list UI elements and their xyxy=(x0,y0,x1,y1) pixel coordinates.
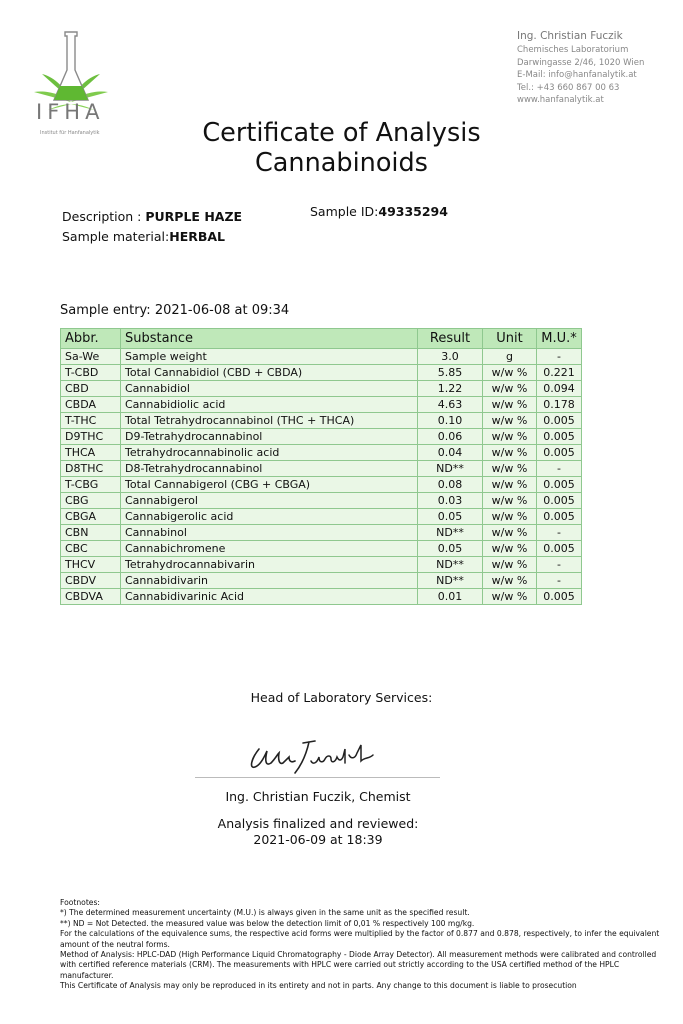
cell-unit: w/w % xyxy=(483,445,537,461)
cell-abbr: T-CBG xyxy=(61,477,121,493)
cell-substance: Tetrahydrocannabinolic acid xyxy=(121,445,418,461)
finalized-date: 2021-06-09 at 18:39 xyxy=(253,832,383,847)
header-unit: Unit xyxy=(483,329,537,349)
sample-id-label: Sample ID: xyxy=(310,204,379,219)
cell-mu: 0.005 xyxy=(537,509,582,525)
cell-mu: - xyxy=(537,525,582,541)
table-row xyxy=(61,349,582,365)
header-result: Result xyxy=(418,329,483,349)
cell-result: 0.03 xyxy=(418,493,483,509)
cell-mu: 0.094 xyxy=(537,381,582,397)
cell-mu: 0.005 xyxy=(537,589,582,605)
table-row xyxy=(61,429,582,445)
cell-substance: Total Tetrahydrocannabinol (THC + THCA) xyxy=(121,413,418,429)
cell-unit: w/w % xyxy=(483,381,537,397)
description-value: PURPLE HAZE xyxy=(145,209,243,224)
table-row xyxy=(61,365,582,381)
header-abbr: Abbr. xyxy=(61,329,121,349)
cell-unit: w/w % xyxy=(483,557,537,573)
table-row xyxy=(61,397,582,413)
cell-mu: 0.005 xyxy=(537,477,582,493)
cell-result: ND** xyxy=(418,525,483,541)
title-line-1: Certificate of Analysis xyxy=(202,118,481,148)
cell-result: 0.10 xyxy=(418,413,483,429)
cell-abbr: CBDV xyxy=(61,573,121,589)
cell-result: 0.04 xyxy=(418,445,483,461)
title-line-2: Cannabinoids xyxy=(255,148,428,178)
cell-unit: w/w % xyxy=(483,413,537,429)
cell-substance: Cannabichromene xyxy=(121,541,418,557)
cell-mu: - xyxy=(537,349,582,365)
cell-result: 1.22 xyxy=(418,381,483,397)
finalized-label: Analysis finalized and reviewed: xyxy=(217,816,419,831)
table-row xyxy=(61,525,582,541)
cell-substance: Cannabidivarin xyxy=(121,573,418,589)
cell-mu: 0.178 xyxy=(537,397,582,413)
cell-result: 0.06 xyxy=(418,429,483,445)
signature-image xyxy=(245,737,380,777)
footnote-line: For the calculations of the equivalence sums, the respective acid forms were multiplied by the factor of 0.877 and 0.878, respectively, to infer the equivalent amount of the neutral forms. xyxy=(60,929,660,949)
footnote-line: Method of Analysis: HPLC-DAD (High Performance Liquid Chromatography - Diode Array Detector). All measurement methods were calibrated and controlled with certified reference materials (CRM). The measurements with HPLC were carried out strictly according to the USA certified method of the HPLC manufacturer. xyxy=(60,950,657,980)
table-row xyxy=(61,445,582,461)
cell-substance: Tetrahydrocannabivarin xyxy=(121,557,418,573)
cell-mu: 0.005 xyxy=(537,541,582,557)
cell-mu: 0.005 xyxy=(537,413,582,429)
lab-address-block xyxy=(517,29,677,107)
lab-line: Darwingasse 2/46, 1020 Wien xyxy=(517,57,645,68)
cell-substance: Cannabidiolic acid xyxy=(121,397,418,413)
table-row xyxy=(61,509,582,525)
cell-result: 4.63 xyxy=(418,397,483,413)
cell-abbr: D8THC xyxy=(61,461,121,477)
cell-substance: Cannabinol xyxy=(121,525,418,541)
results-table xyxy=(60,328,582,605)
logo-text: IFHA xyxy=(36,100,105,124)
cell-substance: D9-Tetrahydrocannabinol xyxy=(121,429,418,445)
cell-unit: w/w % xyxy=(483,509,537,525)
cell-abbr: CBC xyxy=(61,541,121,557)
cell-unit: w/w % xyxy=(483,477,537,493)
sample-entry: Sample entry: 2021-06-08 at 09:34 xyxy=(60,303,290,318)
header-mu: M.U.* xyxy=(537,329,582,349)
lab-email: E-Mail: info@hanfanalytik.at xyxy=(517,70,637,80)
table-row xyxy=(61,413,582,429)
cell-substance: Cannabigerol xyxy=(121,493,418,509)
table-row xyxy=(61,381,582,397)
cell-substance: Cannabigerolic acid xyxy=(121,509,418,525)
cell-result: 0.08 xyxy=(418,477,483,493)
sample-description-block xyxy=(62,207,242,247)
cell-unit: w/w % xyxy=(483,525,537,541)
page-title xyxy=(0,118,683,178)
signature-line xyxy=(195,777,440,778)
cell-substance: Total Cannabigerol (CBG + CBGA) xyxy=(121,477,418,493)
logo-subtitle: Institut für Hanfanalytik xyxy=(40,130,100,136)
cell-abbr: THCV xyxy=(61,557,121,573)
footnotes xyxy=(60,898,660,992)
footnote-heading: Footnotes: xyxy=(60,898,100,907)
cell-substance: Cannabidivarinic Acid xyxy=(121,589,418,605)
cell-result: 5.85 xyxy=(418,365,483,381)
sample-id-block xyxy=(310,204,448,219)
cell-abbr: CBDVA xyxy=(61,589,121,605)
cell-result: ND** xyxy=(418,573,483,589)
cell-mu: 0.005 xyxy=(537,493,582,509)
cell-abbr: CBD xyxy=(61,381,121,397)
footnote-line: This Certificate of Analysis may only be reproduced in its entirety and not in parts. Any change to this document is liable to prosecution xyxy=(60,981,577,991)
table-row xyxy=(61,493,582,509)
cell-substance: Cannabidiol xyxy=(121,381,418,397)
cell-unit: w/w % xyxy=(483,589,537,605)
cell-unit: g xyxy=(483,349,537,365)
cell-mu: 0.221 xyxy=(537,365,582,381)
cell-unit: w/w % xyxy=(483,365,537,381)
table-row xyxy=(61,589,582,605)
lab-name: Ing. Christian Fuczik xyxy=(517,30,623,42)
results-body xyxy=(61,349,582,605)
material-value: HERBAL xyxy=(169,229,226,244)
cell-unit: w/w % xyxy=(483,573,537,589)
cell-abbr: Sa-We xyxy=(61,349,121,365)
cell-abbr: T-THC xyxy=(61,413,121,429)
cell-abbr: CBDA xyxy=(61,397,121,413)
footnote-line: *) The determined measurement uncertainty (M.U.) is always given in the same unit as the specified result. xyxy=(60,908,470,918)
head-of-lab-label: Head of Laboratory Services: xyxy=(250,690,433,705)
cell-abbr: CBN xyxy=(61,525,121,541)
cell-unit: w/w % xyxy=(483,541,537,557)
cell-result: 0.05 xyxy=(418,509,483,525)
table-header-row xyxy=(61,329,582,349)
table-row xyxy=(61,541,582,557)
chemist-name: Ing. Christian Fuczik, Chemist xyxy=(225,789,411,804)
cell-result: ND** xyxy=(418,557,483,573)
cell-substance: D8-Tetrahydrocannabinol xyxy=(121,461,418,477)
cell-abbr: CBGA xyxy=(61,509,121,525)
cell-abbr: CBG xyxy=(61,493,121,509)
sample-id-value: 49335294 xyxy=(378,204,448,219)
cell-mu: - xyxy=(537,557,582,573)
table-row xyxy=(61,573,582,589)
cell-substance: Total Cannabidiol (CBD + CBDA) xyxy=(121,365,418,381)
table-row xyxy=(61,477,582,493)
cell-result: 0.01 xyxy=(418,589,483,605)
lab-line: Chemisches Laboratorium xyxy=(517,45,629,55)
material-label: Sample material: xyxy=(62,229,170,244)
table-row xyxy=(61,461,582,477)
cell-abbr: T-CBD xyxy=(61,365,121,381)
cell-mu: - xyxy=(537,573,582,589)
lab-website: www.hanfanalytik.at xyxy=(517,95,604,105)
cell-unit: w/w % xyxy=(483,397,537,413)
cell-mu: 0.005 xyxy=(537,445,582,461)
cell-result: 3.0 xyxy=(418,349,483,365)
header-substance: Substance xyxy=(121,329,418,349)
cell-mu: - xyxy=(537,461,582,477)
cell-unit: w/w % xyxy=(483,429,537,445)
cell-substance: Sample weight xyxy=(121,349,418,365)
description-label: Description : xyxy=(62,209,146,224)
cell-unit: w/w % xyxy=(483,461,537,477)
cell-result: 0.05 xyxy=(418,541,483,557)
cell-abbr: D9THC xyxy=(61,429,121,445)
cell-mu: 0.005 xyxy=(537,429,582,445)
cell-unit: w/w % xyxy=(483,493,537,509)
lab-phone: Tel.: +43 660 867 00 63 xyxy=(517,82,620,93)
table-row xyxy=(61,557,582,573)
cell-result: ND** xyxy=(418,461,483,477)
cell-abbr: THCA xyxy=(61,445,121,461)
finalized-block xyxy=(0,816,636,848)
footnote-line: **) ND = Not Detected. the measured value was below the detection limit of 0,01 % respectively 100 mg/kg. xyxy=(60,918,475,928)
